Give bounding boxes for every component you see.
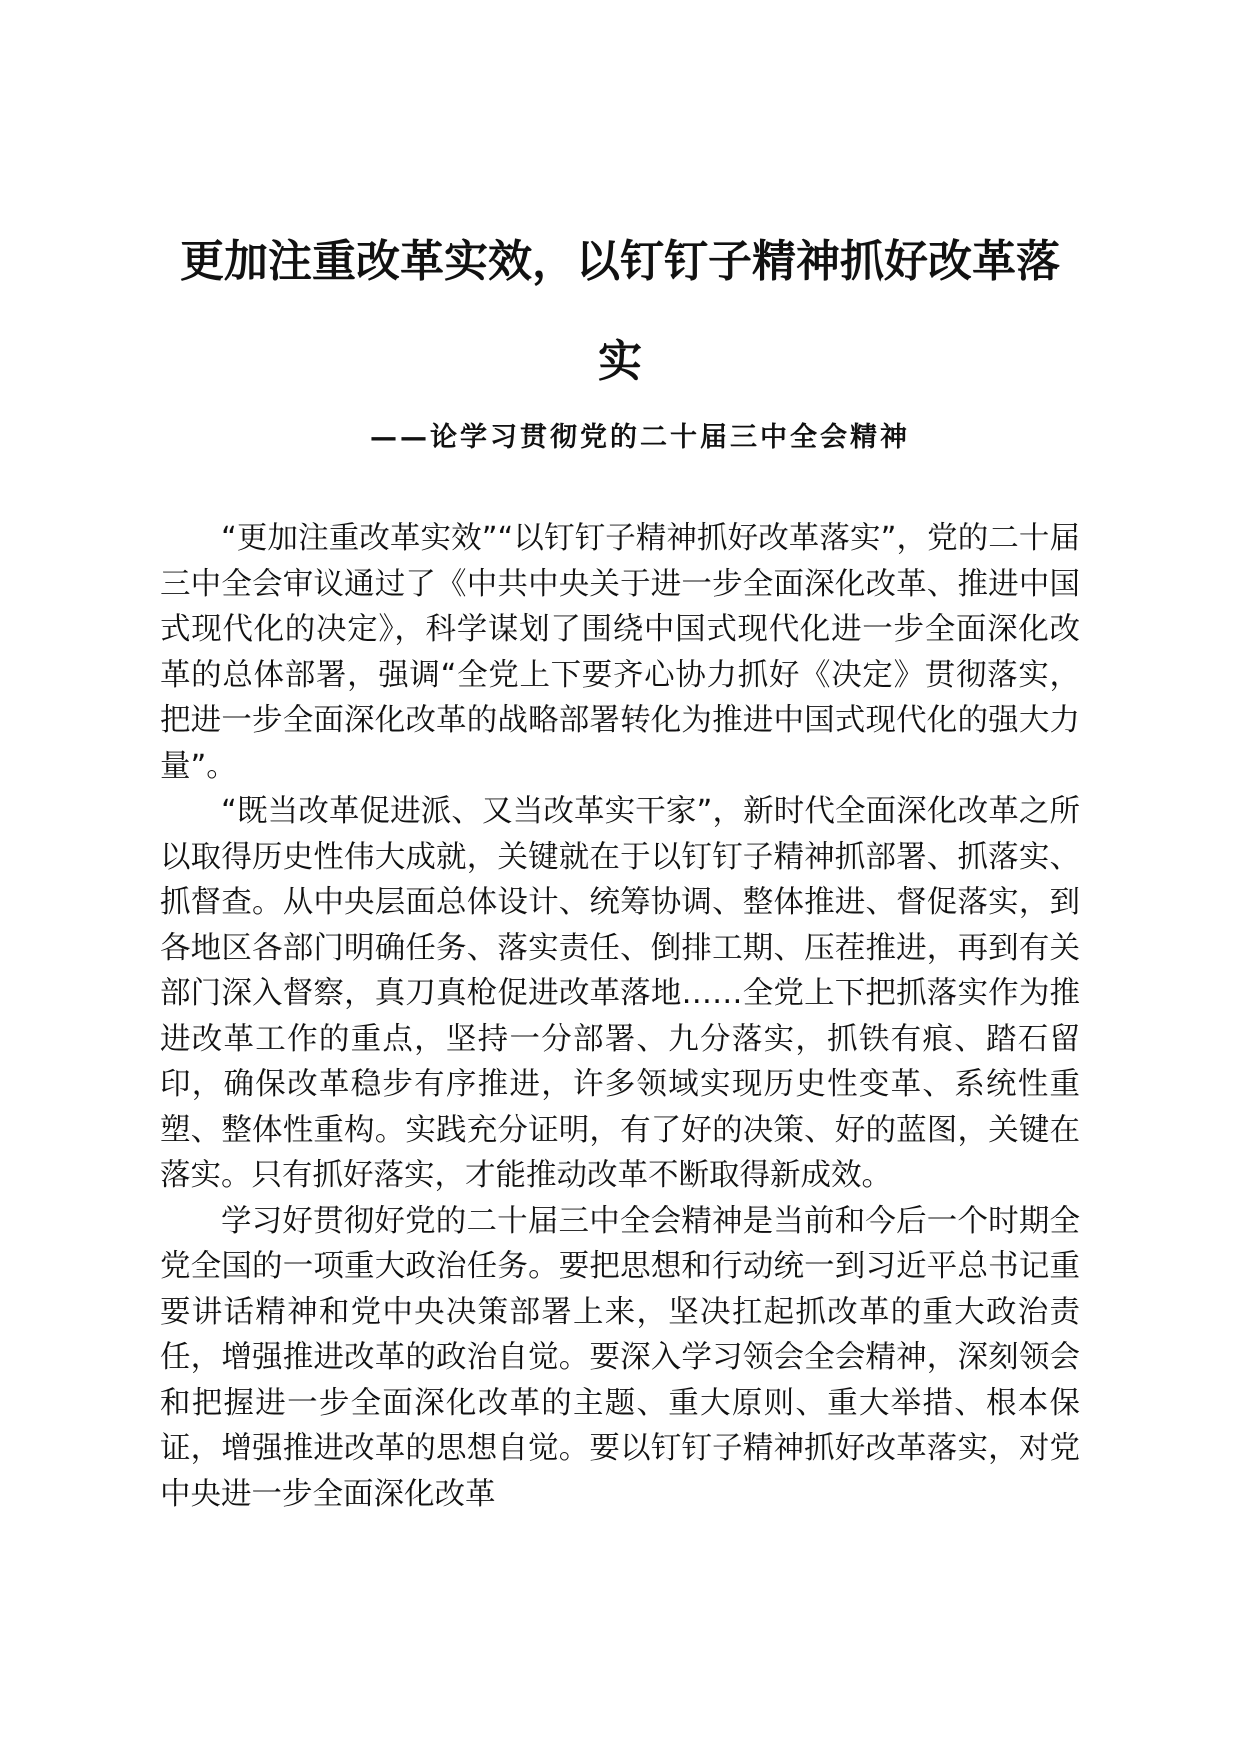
document-page (160, 0, 1080, 1754)
article-body (160, 516, 1080, 1517)
body-paragraph: “更加注重改革实效”“以钉钉子精神抓好改革落实”，党的二十届三中全会审议通过了《中共中央关于进一步全面深化改革、推进中国式现代化的决定》，科学谋划了围绕中国式现代化进一步全面深化改革的总体部署，强调“全党上下要齐心协力抓好《决定》贯彻落实，把进一步全面深化改革的战略部署转化为推进中国式现代化的强大力量”。 (160, 521, 1080, 784)
article-title: 更加注重改革实效，以钉钉子精神抓好改革落实 (180, 236, 1060, 387)
body-paragraph: “既当改革促进派、又当改革实干家”，新时代全面深化改革之所以取得历史性伟大成就，关键就在于以钉钉子精神抓部署、抓落实、抓督查。从中央层面总体设计、统筹协调、整体推进、督促落实，到各地区各部门明确任务、落实责任、倒排工期、压茬推进，再到有关部门深入督察，真刀真枪促进改革落地……全党上下把抓落实作为推进改革工作的重点，坚持一分部署、九分落实，抓铁有痕、踏石留印，确保改革稳步有序推进，许多领域实现历史性变革、系统性重塑、整体性重构。实践充分证明，有了好的决策、好的蓝图，关键在落实。只有抓好落实，才能推动改革不断取得新成效。 (160, 794, 1080, 1193)
body-paragraph: 学习好贯彻好党的二十届三中全会精神是当前和今后一个时期全党全国的一项重大政治任务。要把思想和行动统一到习近平总书记重要讲话精神和党中央决策部署上来，坚决扛起抓改革的重大政治责任，增强推进改革的政治自觉。要深入学习领会全会精神，深刻领会和把握进一步全面深化改革的主题、重大原则、重大举措、根本保证，增强推进改革的思想自觉。要以钉钉子精神抓好改革落实，对党中央进一步全面深化改革 (160, 1203, 1080, 1512)
article-subtitle: ——论学习贯彻党的二十届三中全会精神 (370, 422, 910, 453)
